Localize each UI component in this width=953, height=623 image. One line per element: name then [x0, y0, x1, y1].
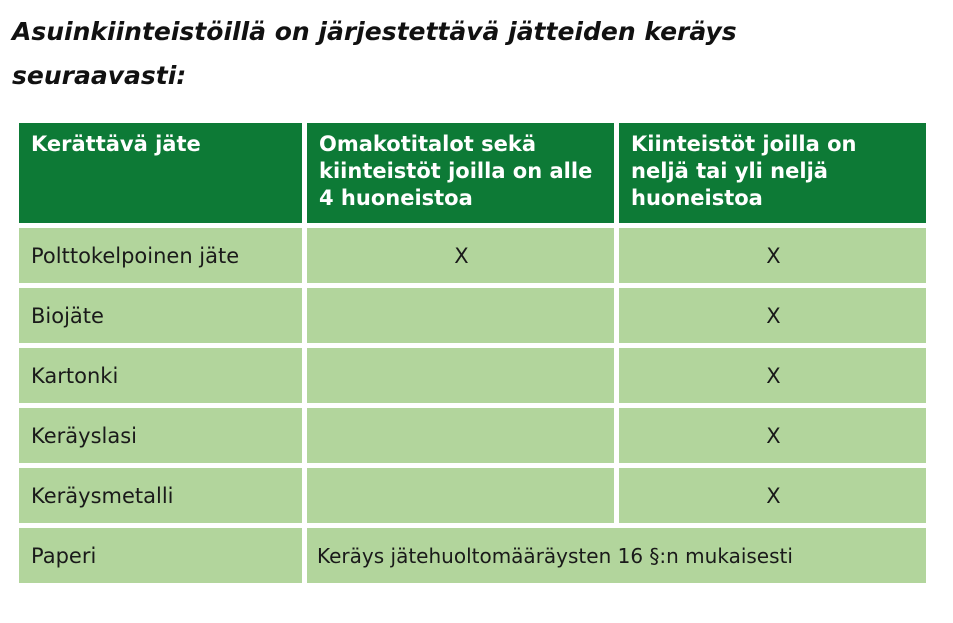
small-property-mark	[307, 348, 614, 403]
waste-type-cell: Biojäte	[19, 288, 302, 343]
waste-type-cell: Polttokelpoinen jäte	[19, 228, 302, 283]
table-row	[19, 288, 926, 343]
paper-collection-note: Keräys jätehuoltomääräysten 16 §:n mukaisesti	[307, 528, 926, 583]
small-property-mark	[307, 468, 614, 523]
header-large-properties: Kiinteistöt joilla on neljä tai yli neljä huoneistoa	[619, 123, 926, 223]
header-waste-type: Kerättävä jäte	[19, 123, 302, 223]
table-row	[19, 348, 926, 403]
waste-collection-table	[14, 118, 931, 588]
table-row	[19, 228, 926, 283]
small-property-mark	[307, 408, 614, 463]
header-small-properties: Omakotitalot sekä kiinteistöt joilla on alle 4 huoneistoa	[307, 123, 614, 223]
table-row-paper	[19, 528, 926, 583]
waste-type-cell: Keräysmetalli	[19, 468, 302, 523]
table-header-row	[19, 123, 926, 223]
waste-type-cell: Paperi	[19, 528, 302, 583]
large-property-mark: X	[619, 468, 926, 523]
large-property-mark: X	[619, 228, 926, 283]
table-row	[19, 408, 926, 463]
page-title: Asuinkiinteistöillä on järjestettävä jätteiden keräys seuraavasti:	[12, 17, 737, 90]
small-property-mark	[307, 288, 614, 343]
table-row	[19, 468, 926, 523]
waste-type-cell: Kartonki	[19, 348, 302, 403]
large-property-mark: X	[619, 348, 926, 403]
large-property-mark: X	[619, 288, 926, 343]
large-property-mark: X	[619, 408, 926, 463]
waste-type-cell: Keräyslasi	[19, 408, 302, 463]
small-property-mark: X	[307, 228, 614, 283]
